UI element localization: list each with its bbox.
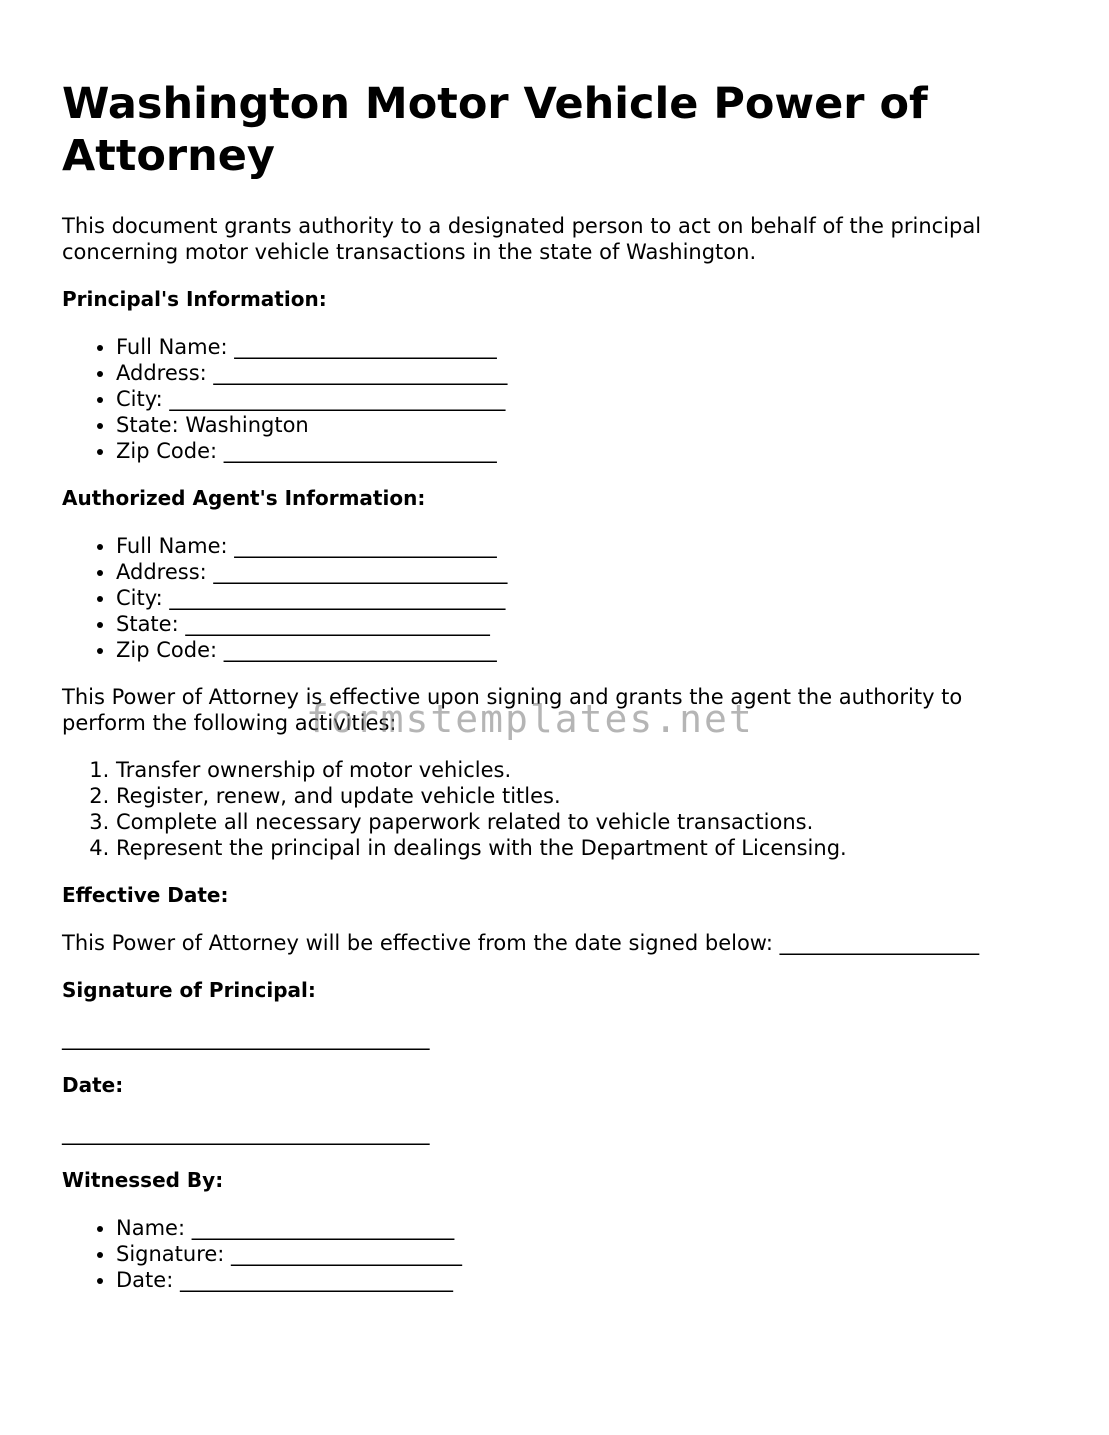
date-line: ___________________________________	[62, 1121, 430, 1145]
signature-line: ___________________________________	[62, 1026, 430, 1050]
watermark: formstemplates.net	[306, 697, 754, 741]
activity-item: 4. Represent the principal in dealings with the Department of Licensing.	[116, 835, 1052, 861]
agent-zip-field: • Zip Code: __________________________	[116, 637, 1052, 663]
agent-state-field: • State: _____________________________	[116, 611, 1052, 637]
intro-paragraph: This document grants authority to a designated person to act on behalf of the principal concerning motor vehicle transactions in the state of Washington.	[62, 214, 982, 264]
principal-full-name-field: • Full Name: _________________________	[116, 334, 1052, 360]
principal-state-field: • State: Washington	[116, 412, 1052, 438]
signature-heading: Signature of Principal:	[62, 978, 316, 1002]
effective-date-text: This Power of Attorney will be effective from the date signed below: ___________________	[62, 931, 980, 955]
principal-address-field: • Address: ____________________________	[116, 360, 1052, 386]
agent-heading: Authorized Agent's Information:	[62, 486, 426, 510]
witness-date-field: • Date: __________________________	[116, 1267, 1052, 1293]
witness-info-list	[62, 1215, 1052, 1293]
principal-heading: Principal's Information:	[62, 287, 327, 311]
document-content	[62, 78, 1052, 1314]
principal-zip-field: • Zip Code: __________________________	[116, 438, 1052, 464]
witness-heading: Witnessed By:	[62, 1168, 224, 1192]
activity-item: 3. Complete all necessary paperwork related to vehicle transactions.	[116, 809, 1052, 835]
principal-city-field: • City: ________________________________	[116, 386, 1052, 412]
agent-full-name-field: • Full Name: _________________________	[116, 533, 1052, 559]
authority-paragraph: This Power of Attorney is effective upon signing and grants the agent the authority to perform the following activities:	[62, 685, 963, 735]
document-title: Washington Motor Vehicle Power of Attorney	[62, 79, 928, 181]
agent-info-list	[62, 533, 1052, 663]
witness-name-field: • Name: _________________________	[116, 1215, 1052, 1241]
witness-signature-field: • Signature: ______________________	[116, 1241, 1052, 1267]
agent-address-field: • Address: ____________________________	[116, 559, 1052, 585]
principal-info-list	[62, 334, 1052, 464]
date-heading: Date:	[62, 1073, 124, 1097]
agent-city-field: • City: ________________________________	[116, 585, 1052, 611]
activity-item: 2. Register, renew, and update vehicle titles.	[116, 783, 1052, 809]
activities-list	[62, 757, 1052, 861]
activity-item: 1. Transfer ownership of motor vehicles.	[116, 757, 1052, 783]
effective-date-heading: Effective Date:	[62, 883, 229, 907]
